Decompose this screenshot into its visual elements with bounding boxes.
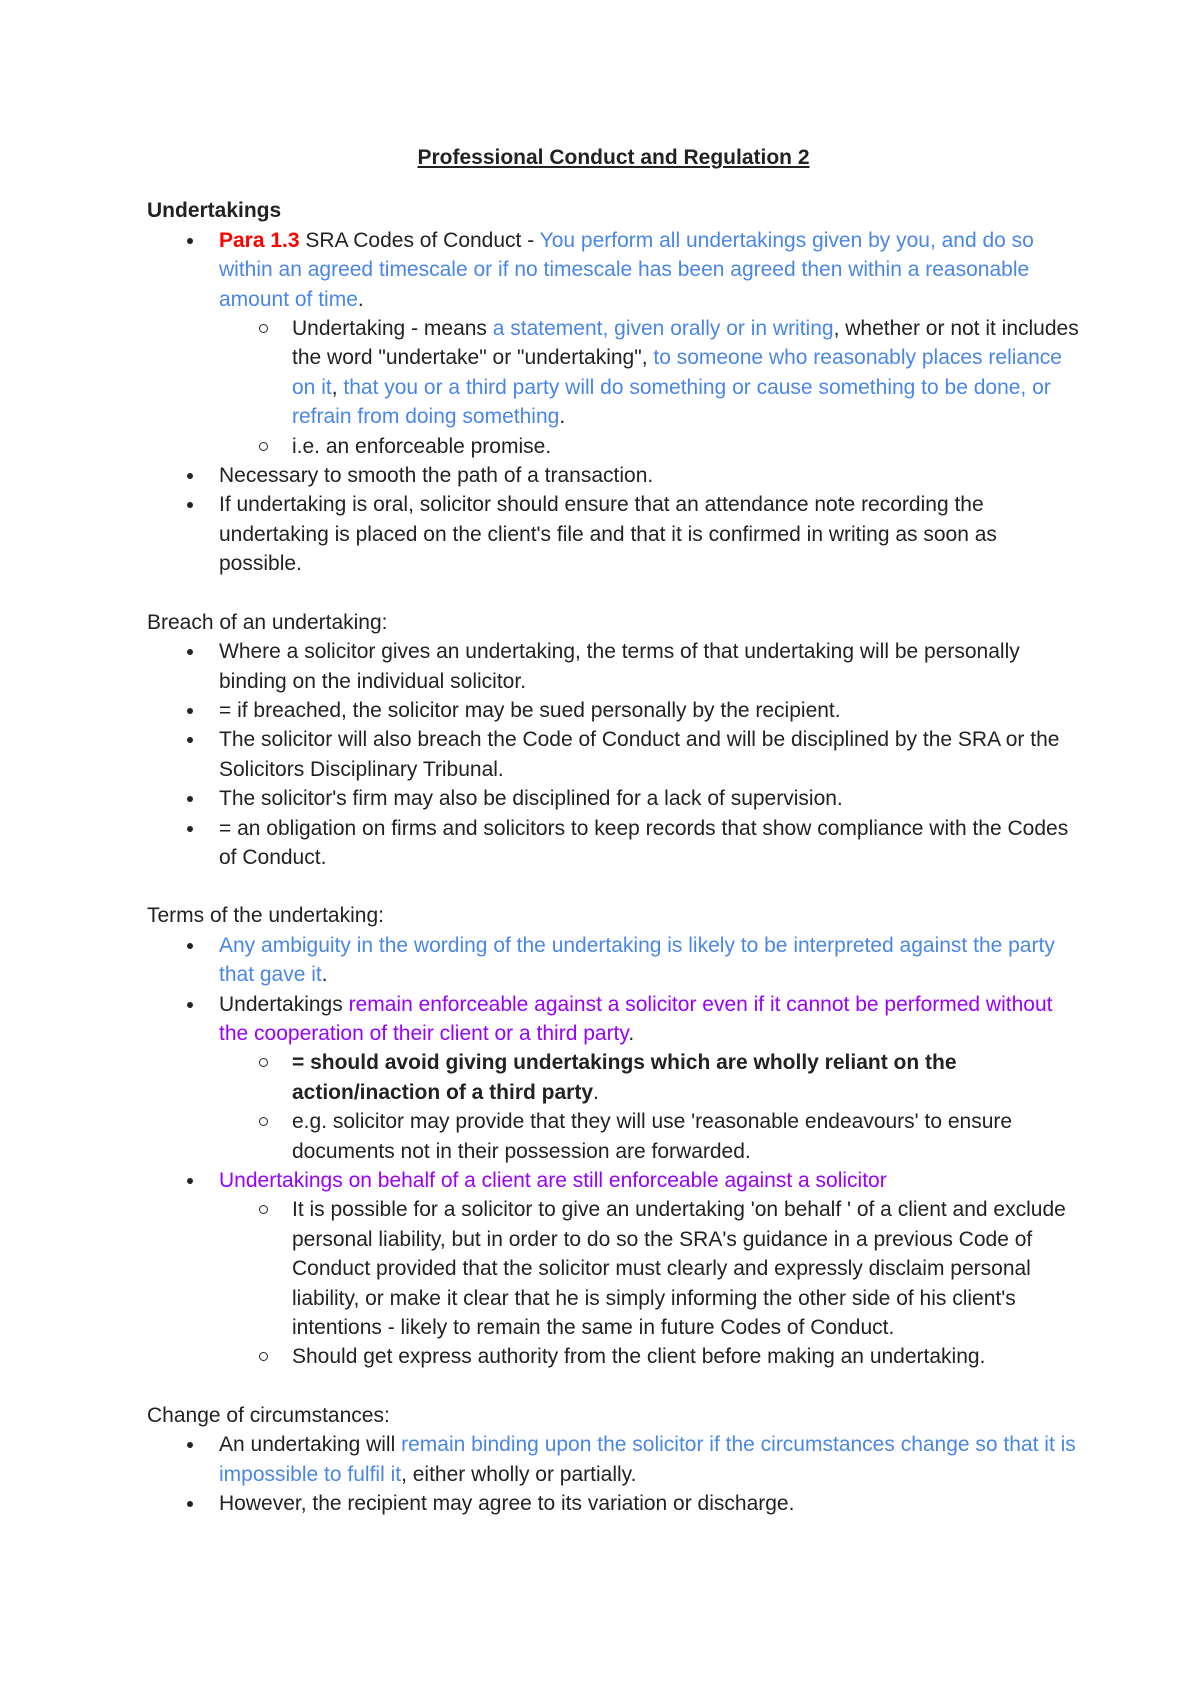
sub-list-item: i.e. an enforceable promise. — [292, 432, 1080, 461]
undertakings-list — [147, 226, 1080, 579]
bold-text: = should avoid giving undertakings which are wholly reliant on the action/inaction of a third party — [292, 1051, 957, 1104]
spacer — [147, 1372, 1080, 1401]
text-span: . — [357, 287, 364, 311]
section-heading-undertakings: Undertakings — [147, 199, 282, 223]
text-span: . — [559, 405, 566, 429]
text-span: . — [593, 1080, 599, 1104]
sub-list-item — [292, 1048, 1080, 1107]
highlighted-text: a statement, given orally or in writing — [492, 317, 834, 341]
breach-list — [147, 637, 1080, 872]
highlighted-text: remain binding upon the solicitor if the circumstances change so that it is impossible to fulfil it — [219, 1433, 1076, 1486]
list-item: Where a solicitor gives an undertaking, the terms of that undertaking will be personally binding on the individual solicitor. — [219, 637, 1080, 696]
terms-list — [147, 931, 1080, 1372]
sub-list — [147, 314, 1080, 461]
text-span: Undertaking - means — [292, 317, 493, 341]
text-span: , either wholly or partially. — [401, 1462, 637, 1486]
text-span: An undertaking will — [219, 1433, 402, 1457]
highlighted-text: to someone who reasonably places reliance on it — [292, 346, 1062, 399]
text-span: Undertakings — [219, 992, 349, 1016]
sub-list — [147, 1195, 1080, 1371]
list-item: The solicitor will also breach the Code of Conduct and will be disciplined by the SRA or the Solicitors Disciplinary Tribunal. — [219, 725, 1080, 784]
sub-list — [147, 1048, 1080, 1166]
list-item: = an obligation on firms and solicitors to keep records that show compliance with the Codes of Conduct. — [219, 814, 1080, 873]
text-span: , whether or not it includes the word "undertake" or "undertaking", — [292, 317, 1079, 370]
section-heading-terms: Terms of the undertaking: — [147, 904, 384, 928]
list-item: Necessary to smooth the path of a transaction. — [219, 461, 1080, 490]
para-reference: Para 1.3 — [219, 228, 300, 252]
list-item: The solicitor's firm may also be disciplined for a lack of supervision. — [219, 784, 1080, 813]
sub-list-item: It is possible for a solicitor to give an undertaking 'on behalf ' of a client and exclude personal liability, but in order to do so the SRA's guidance in a previous Code of Conduct provided that the solicitor must clearly and expressly disclaim personal liability, or make it clear that he is simply informing the other side of his client's intentions - likely to remain the same in future Codes of Conduct. — [292, 1195, 1080, 1342]
sub-list-item — [292, 314, 1080, 432]
spacer — [147, 579, 1080, 608]
highlighted-text: Any ambiguity in the wording of the undertaking is likely to be interpreted against the party that gave it — [219, 933, 1055, 987]
section-heading-change: Change of circumstances: — [147, 1403, 390, 1427]
list-item: If undertaking is oral, solicitor should ensure that an attendance note recording the undertaking is placed on the client's file and that it is confirmed in writing as soon as possible. — [219, 490, 1080, 578]
text-span: SRA Codes of Conduct - — [299, 228, 540, 252]
highlighted-quote: You perform all undertakings given by you, and do so within an agreed timescale or if no timescale has been agreed then within a reasonable amount of time — [219, 228, 1034, 311]
text-span: . — [321, 963, 328, 987]
list-item — [219, 1166, 1080, 1372]
highlighted-text: that you or a third party will do something or cause something to be done, or refrain from doing something — [292, 375, 1051, 429]
section-heading-breach: Breach of an undertaking: — [147, 610, 388, 634]
highlighted-text: remain enforceable against a solicitor even if it cannot be performed without the cooperation of their client or a third party — [219, 992, 1053, 1045]
list-item — [219, 990, 1080, 1166]
highlighted-text: Undertakings on behalf of a client are still enforceable against a solicitor — [219, 1169, 887, 1192]
list-item — [219, 226, 1080, 461]
list-item: = if breached, the solicitor may be sued personally by the recipient. — [219, 696, 1080, 725]
list-item — [219, 931, 1080, 990]
text-span: . — [628, 1021, 635, 1045]
text-span: , — [331, 375, 344, 399]
list-item — [219, 1430, 1080, 1489]
sub-list-item: Should get express authority from the client before making an undertaking. — [292, 1342, 1080, 1371]
change-list — [147, 1430, 1080, 1518]
sub-list-item: e.g. solicitor may provide that they will use 'reasonable endeavours' to ensure documents not in their possession are forwarded. — [292, 1107, 1080, 1166]
spacer — [147, 872, 1080, 901]
page-title: Professional Conduct and Regulation 2 — [417, 146, 810, 169]
list-item: However, the recipient may agree to its variation or discharge. — [219, 1489, 1080, 1518]
